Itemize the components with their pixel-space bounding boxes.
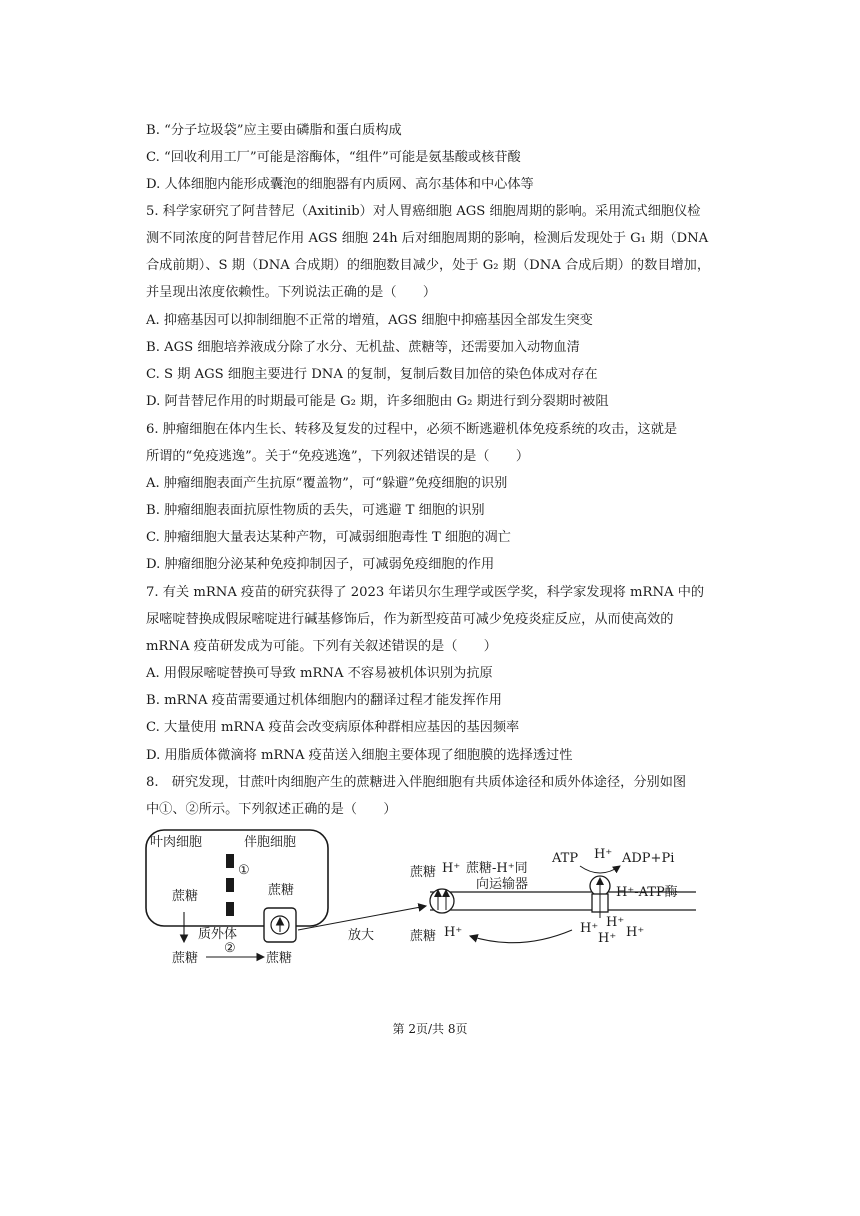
cotransporter-label-1: 蔗糖-H⁺同 [466, 861, 528, 876]
h-cluster-1: H⁺ [580, 921, 599, 936]
text-line: A. 抑癌基因可以抑制细胞不正常的增殖，AGS 细胞中抑癌基因全部发生突变 [146, 313, 593, 328]
sucrose-mesophyll: 蔗糖 [172, 889, 199, 904]
text-line: B. “分子垃圾袋”应主要由磷脂和蛋白质构成 [146, 123, 402, 138]
text-line: B. mRNA 疫苗需要通过机体细胞内的翻译过程才能发挥作用 [146, 693, 502, 708]
h-bottom-1: H⁺ [444, 925, 463, 940]
text-line: 5. 科学家研究了阿昔替尼（Axitinib）对人胃癌细胞 AGS 细胞周期的影响。采用流式细胞仪检 [146, 204, 701, 219]
sucrose-bottom: 蔗糖 [410, 929, 437, 944]
text-line: C. 大量使用 mRNA 疫苗会改变病原体种群相应基因的基因频率 [146, 720, 520, 735]
pathway-2-label: ② [224, 941, 236, 956]
atp-label: ATP [552, 851, 579, 866]
h-top-1: H⁺ [442, 861, 461, 876]
h-cluster-3: H⁺ [598, 931, 617, 946]
h-cluster-2: H⁺ [606, 915, 625, 930]
text-line: C. S 期 AGS 细胞主要进行 DNA 的复制，复制后数目加倍的染色体成对存在 [146, 367, 598, 382]
sucrose-apoplast-end: 蔗糖 [266, 951, 293, 966]
pathway-1-label: ① [238, 863, 250, 878]
text-line: 尿嘧啶替换成假尿嘧啶进行碱基修饰后，作为新型疫苗可减少免疫炎症反应，从而使高效的 [146, 612, 674, 627]
text-line: A. 用假尿嘧啶替换可导致 mRNA 不容易被机体识别为抗原 [146, 666, 493, 681]
text-line: 中①、②所示。下列叙述正确的是（ ） [146, 802, 397, 817]
text-line: A. 肿瘤细胞表面产生抗原“覆盖物”，可“躲避”免疫细胞的识别 [146, 476, 508, 491]
companion-cell-label: 伴胞细胞 [244, 835, 297, 850]
atpase-label: H⁺-ATP酶 [616, 885, 678, 900]
text-line: C. “回收利用工厂”可能是溶酶体，“组件”可能是氨基酸或核苷酸 [146, 150, 521, 165]
text-line: 测不同浓度的阿昔替尼作用 AGS 细胞 24h 后对细胞周期的影响，检测后发现处于 G₁ 期（DNA [146, 231, 709, 246]
magnify-label: 放大 [348, 928, 375, 943]
mesophyll-cell-label: 叶肉细胞 [150, 835, 203, 850]
text-line: 6. 肿瘤细胞在体内生长、转移及复发的过程中，必须不断逃避机体免疫系统的攻击，这就是 [146, 422, 678, 437]
adp-pi-label: ADP+Pi [622, 851, 675, 866]
cotransporter-label-2: 向运输器 [476, 877, 529, 892]
page-footer: 第 2页/共 8页 [392, 1022, 468, 1036]
text-line: D. 阿昔替尼作用的时期最可能是 G₂ 期，许多细胞由 G₂ 期进行到分裂期时被阻 [146, 394, 609, 409]
h-atpase-top: H⁺ [594, 847, 613, 862]
text-line: 并呈现出浓度依赖性。下列说法正确的是（ ） [146, 285, 437, 300]
text-line: D. 肿瘤细胞分泌某种免疫抑制因子，可减弱免疫细胞的作用 [146, 557, 495, 572]
sucrose-companion: 蔗糖 [268, 883, 295, 898]
text-line: mRNA 疫苗研发成为可能。下列有关叙述错误的是（ ） [146, 639, 497, 654]
text-line: B. 肿瘤细胞表面抗原性物质的丢失，可逃避 T 细胞的识别 [146, 503, 485, 518]
h-cluster-4: H⁺ [626, 925, 645, 940]
text-line: 所谓的“免疫逃逸”。关于“免疫逃逸”，下列叙述错误的是（ ） [146, 449, 530, 464]
text-line: 合成前期）、S 期（DNA 合成期）的细胞数目减少，处于 G₂ 期（DNA 合成后期）的数目增加， [146, 258, 711, 273]
text-line: C. 肿瘤细胞大量表达某种产物，可减弱细胞毒性 T 细胞的凋亡 [146, 530, 511, 545]
sucrose-top: 蔗糖 [410, 865, 437, 880]
sucrose-apoplast: 蔗糖 [172, 951, 199, 966]
text-line: D. 人体细胞内能形成囊泡的细胞器有内质网、高尔基体和中心体等 [146, 177, 534, 192]
text-line: B. AGS 细胞培养液成分除了水分、无机盐、蔗糖等，还需要加入动物血清 [146, 340, 580, 355]
text-line: 7. 有关 mRNA 疫苗的研究获得了 2023 年诺贝尔生理学或医学奖，科学家发现将 mRNA 中的 [146, 585, 705, 600]
sucrose-transport-diagram [140, 826, 700, 976]
text-line: D. 用脂质体微滴将 mRNA 疫苗送入细胞主要体现了细胞膜的选择透过性 [146, 748, 573, 763]
text-line: 8. 研究发现，甘蔗叶肉细胞产生的蔗糖进入伴胞细胞有共质体途径和质外体途径，分别如图 [146, 775, 687, 790]
apoplast-label: 质外体 [198, 927, 238, 942]
